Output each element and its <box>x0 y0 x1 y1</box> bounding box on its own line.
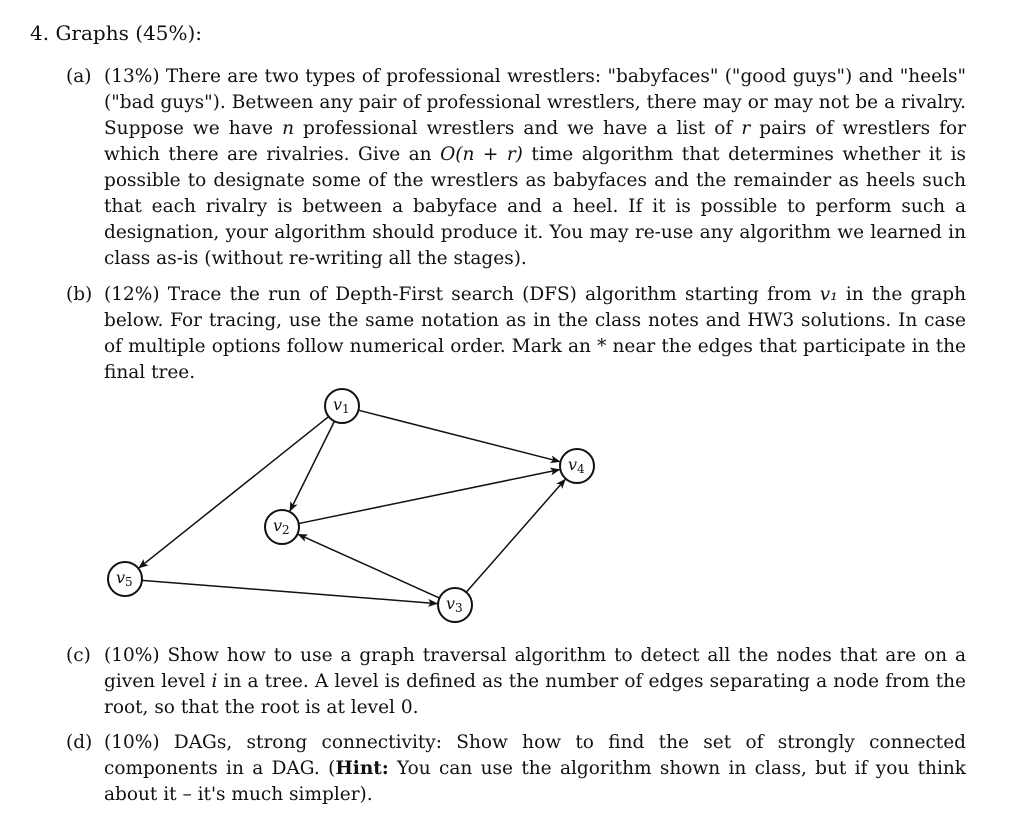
node-v1 <box>325 389 359 423</box>
part-d <box>66 730 966 810</box>
text-segment: You can use the algorithm shown in class, but if you think about it – it's much simpler). <box>104 758 966 805</box>
node-label: v2 <box>273 516 290 537</box>
part-label: (b) <box>66 284 93 305</box>
math-symbol: i <box>211 671 218 692</box>
part-label: (a) <box>66 66 92 87</box>
text-segment: (10%) DAGs, strong connectivity: Show how to find the set of strongly connected components in a DAG. ( <box>104 732 966 779</box>
text-segment: time algorithm that determines whether it is possible to designate some of the wrestlers as babyfaces and the remainder as heels such that each rivalry is between a babyface and a heel. If it is possible to perform such a designation, your algorithm should produce it. You may re-use any algorithm we learned in class as-is (without re-writing all the stages). <box>104 144 966 269</box>
edge-v3-v2 <box>298 534 439 598</box>
node-v3 <box>438 588 472 622</box>
node-label: v1 <box>333 395 350 416</box>
text-segment: professional wrestlers and we have a list of <box>294 118 742 139</box>
node-v4 <box>560 449 594 483</box>
text-segment: in a tree. A level is defined as the number of edges separating a node from the root, so that the root is at level 0. <box>104 671 966 718</box>
edge-v1-v2 <box>290 421 334 511</box>
text-segment: (10%) Show how to use a graph traversal algorithm to detect all the nodes that are on a given level <box>104 645 966 692</box>
question-heading: 4. Graphs (45%): <box>30 21 203 45</box>
node-label: v3 <box>446 594 463 615</box>
math-symbol: O(n + r) <box>440 144 523 165</box>
part-label: (c) <box>66 645 91 666</box>
math-symbol: n <box>282 118 295 139</box>
edge-v5-v3 <box>142 580 437 603</box>
text-segment: (13%) There are two types of professional wrestlers: "babyfaces" ("good guys") and "heels" ("bad guys"). Between any pair of professional wrestlers, there may or may not be a rivalry. Suppose we have <box>104 66 966 139</box>
text-segment: in the graph below. For tracing, use the same notation as in the class notes and HW3 solutions. In case of multiple options follow numerical order. Mark an * near the edges that participate in the final tree. <box>104 284 966 383</box>
edge-v2-v4 <box>299 470 560 524</box>
node-v5 <box>108 562 142 596</box>
node-label: v4 <box>568 455 585 476</box>
text-segment: (12%) Trace the run of Depth-First search (DFS) algorithm starting from <box>104 284 820 305</box>
math-symbol: v₁ <box>819 284 838 305</box>
edge-v1-v4 <box>358 410 559 461</box>
part-c <box>66 643 966 721</box>
text-segment: pairs of wrestlers for which there are rivalries. Give an <box>104 118 966 165</box>
node-label: v5 <box>116 568 133 589</box>
part-text <box>104 730 966 808</box>
node-v2 <box>265 510 299 544</box>
math-symbol: r <box>741 118 751 139</box>
part-text <box>104 643 966 721</box>
part-label: (d) <box>66 732 93 753</box>
edge-v1-v5 <box>139 417 329 568</box>
hint-label: Hint: <box>335 758 389 779</box>
edge-v3-v4 <box>466 480 565 593</box>
